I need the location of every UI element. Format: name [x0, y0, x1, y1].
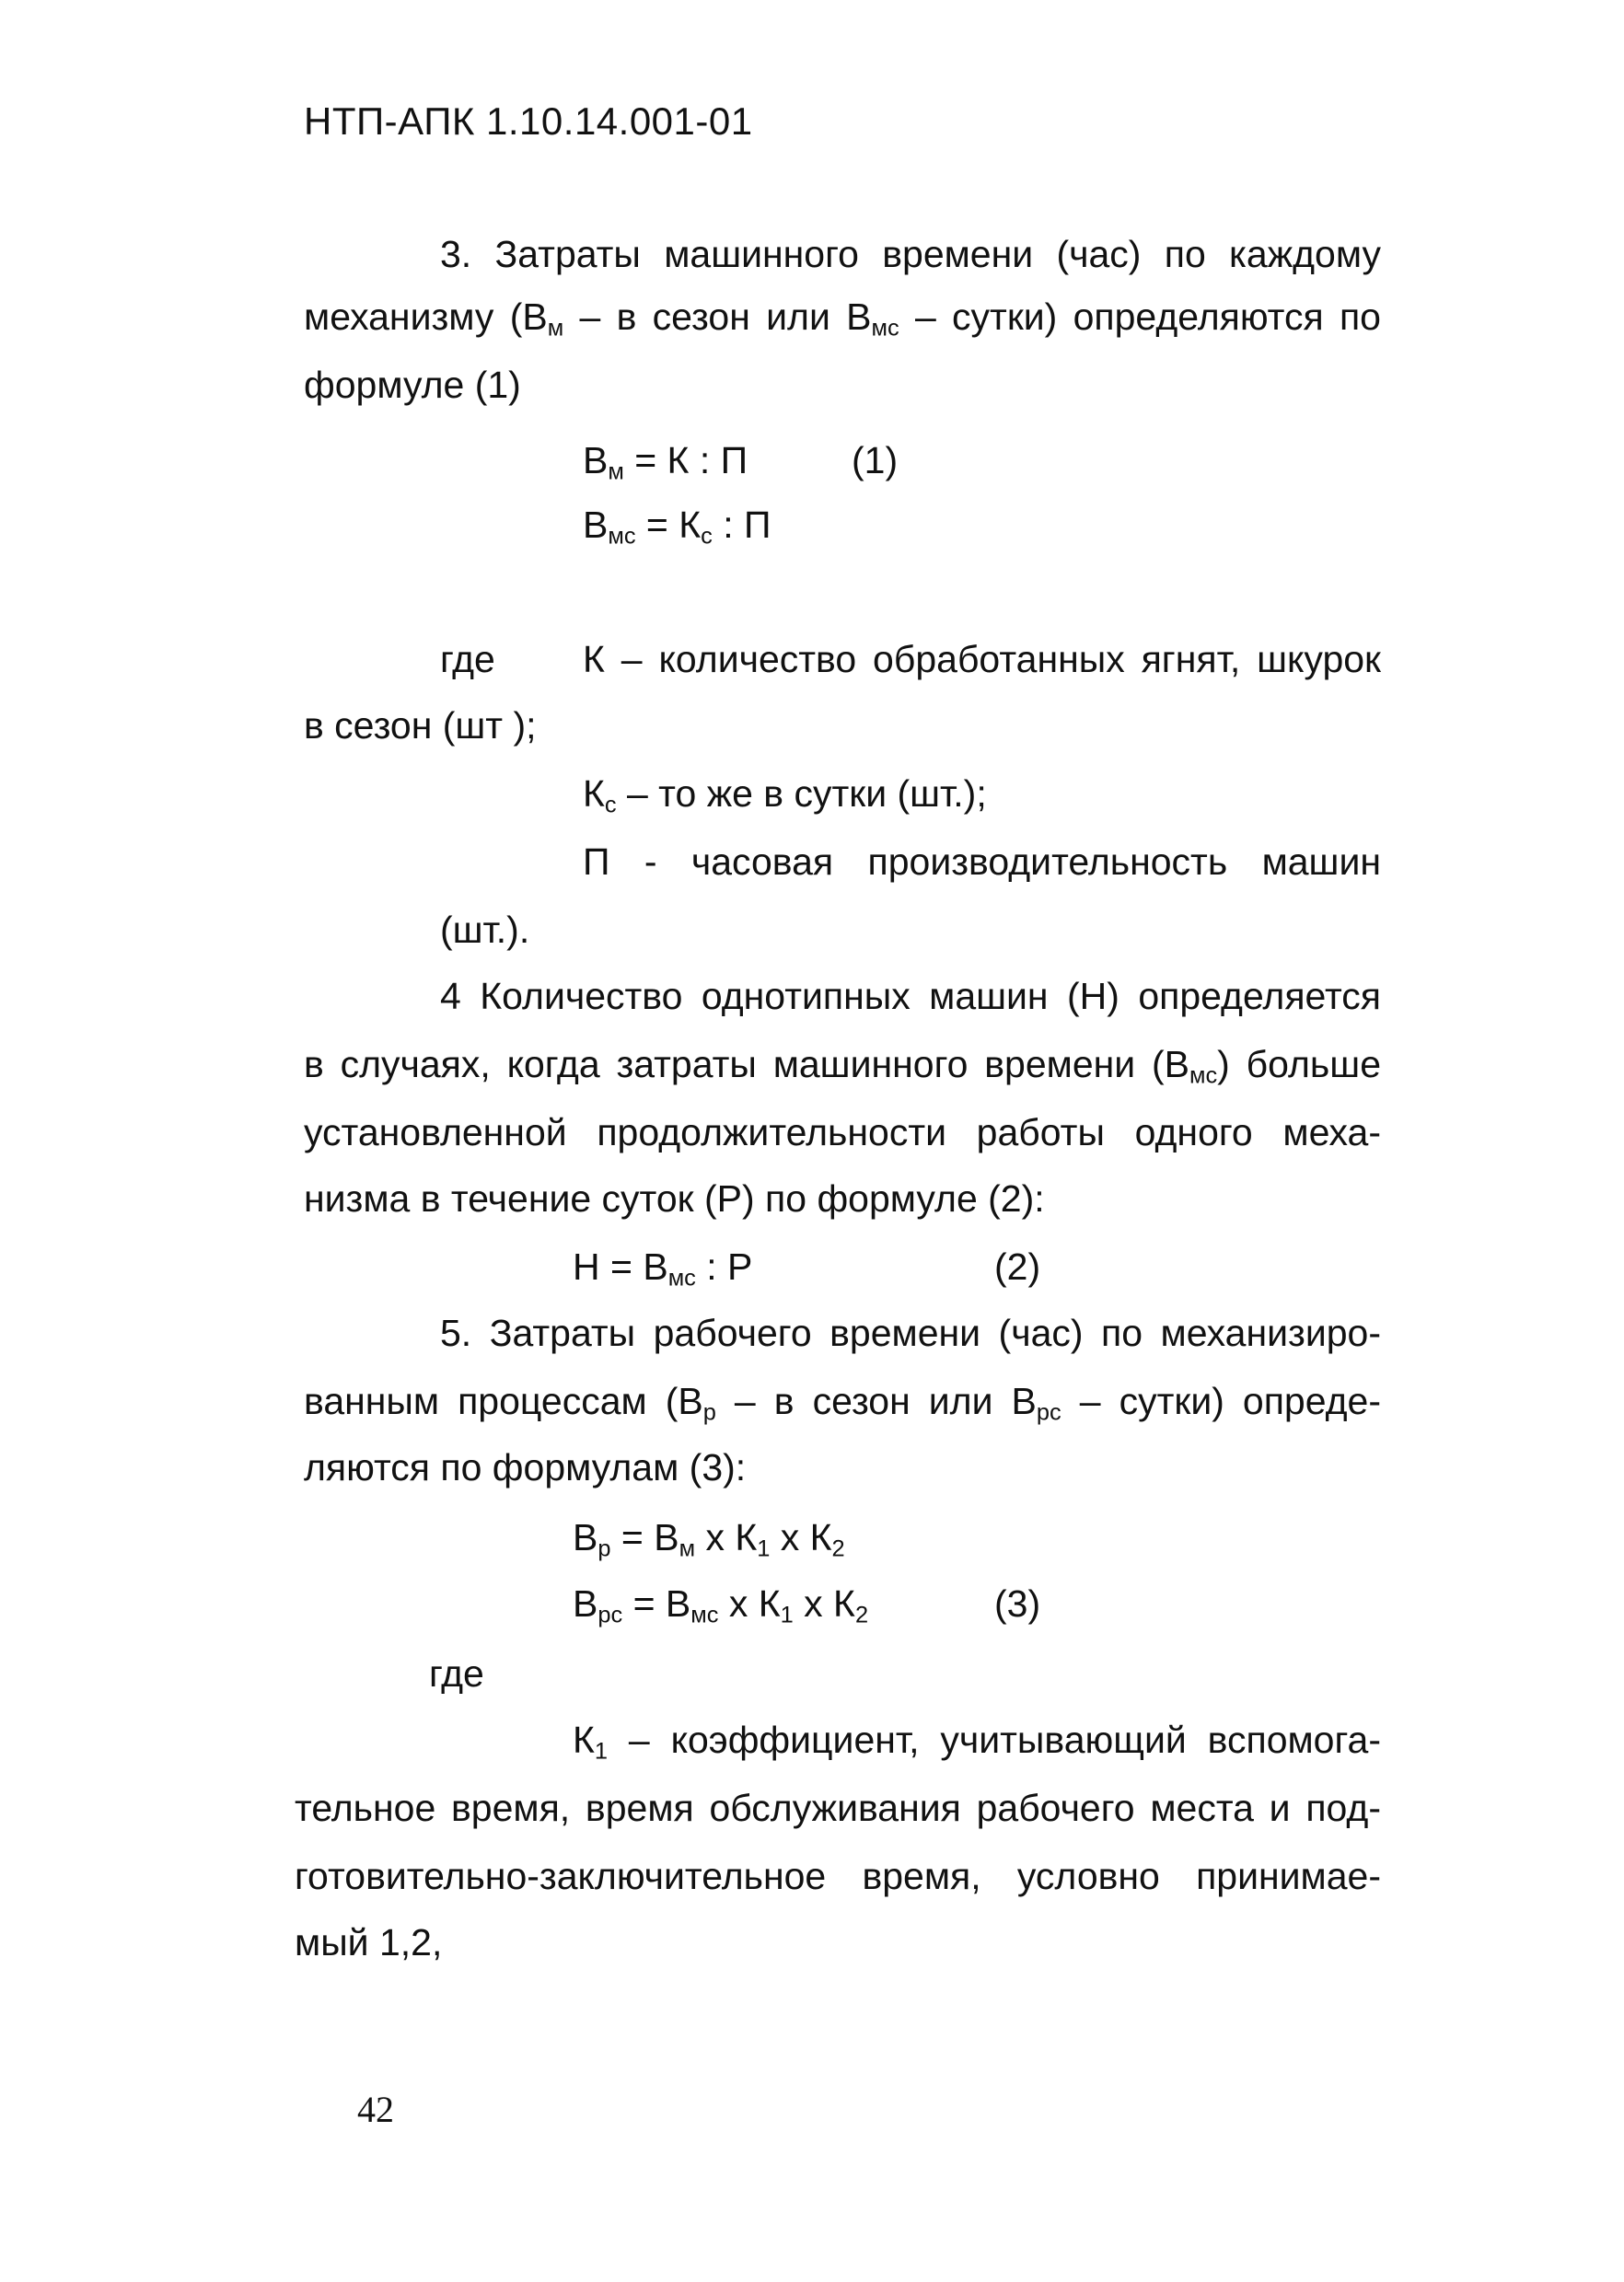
- paragraph-5-line-2: ванным процессам ($В_р$ – в сезон или $В_{рс}$ – сутки) опреде-: [304, 1380, 1381, 1426]
- formula-3-number: (3): [994, 1582, 1041, 1625]
- definition-k: К – количество обработанных ягнят, шкурок: [583, 638, 1381, 680]
- paragraph-5-line-3: ляются по формулам (3):: [304, 1446, 747, 1489]
- formula-1-line-1: $В_м = К$ : П: [583, 439, 748, 485]
- formula-2-number: (2): [994, 1245, 1041, 1288]
- paragraph-3-line-2: механизму ($В_м$ – в сезон или $В_{мс}$ – сутки) определяются по: [304, 295, 1381, 342]
- definition-k1-line-4: мый 1,2,: [295, 1921, 443, 1963]
- definition-k1-line-2: тельное время, время обслуживания рабочего места и под-: [295, 1787, 1381, 1829]
- formula-3-line-2: $В_{рс} = В_{мс}$ х $К_1$ х $К_2$: [573, 1582, 869, 1628]
- paragraph-3-line-1: 3. Затраты машинного времени (час) по каждому: [440, 233, 1381, 275]
- definition-k1-line-3: готовительно-заключительное время, условно принимае-: [295, 1855, 1381, 1897]
- definition-k1: $К_1$ – коэффициент, учитывающий вспомога-: [573, 1719, 1381, 1765]
- paragraph-4-line-1: 4 Количество однотипных машин (Н) определяется: [440, 975, 1381, 1017]
- definition-p-continuation: (шт.).: [440, 909, 530, 951]
- paragraph-4-line-3: установленной продолжительности работы одного меха-: [304, 1111, 1381, 1153]
- formula-1-number: (1): [852, 439, 899, 481]
- where-label-1: где: [440, 638, 495, 680]
- definition-k-continuation: в сезон (шт );: [304, 704, 537, 747]
- formula-2: $Н = В_{мс}$ : Р: [573, 1245, 753, 1292]
- document-header: НТП-АПК 1.10.14.001-01: [304, 99, 753, 143]
- definition-p: П - часовая производительность машин: [583, 840, 1381, 883]
- formula-3-line-1: $В_р = В_м$ х $К_1$ х $К_2$: [573, 1516, 845, 1562]
- where-label-2: где: [429, 1652, 484, 1695]
- paragraph-4-line-4: низма в течение суток (Р) по формуле (2):: [304, 1177, 1045, 1220]
- paragraph-3-line-3: формуле (1): [304, 364, 521, 406]
- page-number: 42: [357, 2089, 394, 2130]
- paragraph-4-line-2: в случаях, когда затраты машинного времени $(В_{мс})$ больше: [304, 1043, 1381, 1089]
- formula-1-line-2: $В_{мс} = К_с$ : П: [583, 504, 771, 550]
- paragraph-5-line-1: 5. Затраты рабочего времени (час) по механизиро-: [440, 1312, 1381, 1354]
- definition-kc: $К_с$ – то же в сутки (шт.);: [583, 772, 987, 818]
